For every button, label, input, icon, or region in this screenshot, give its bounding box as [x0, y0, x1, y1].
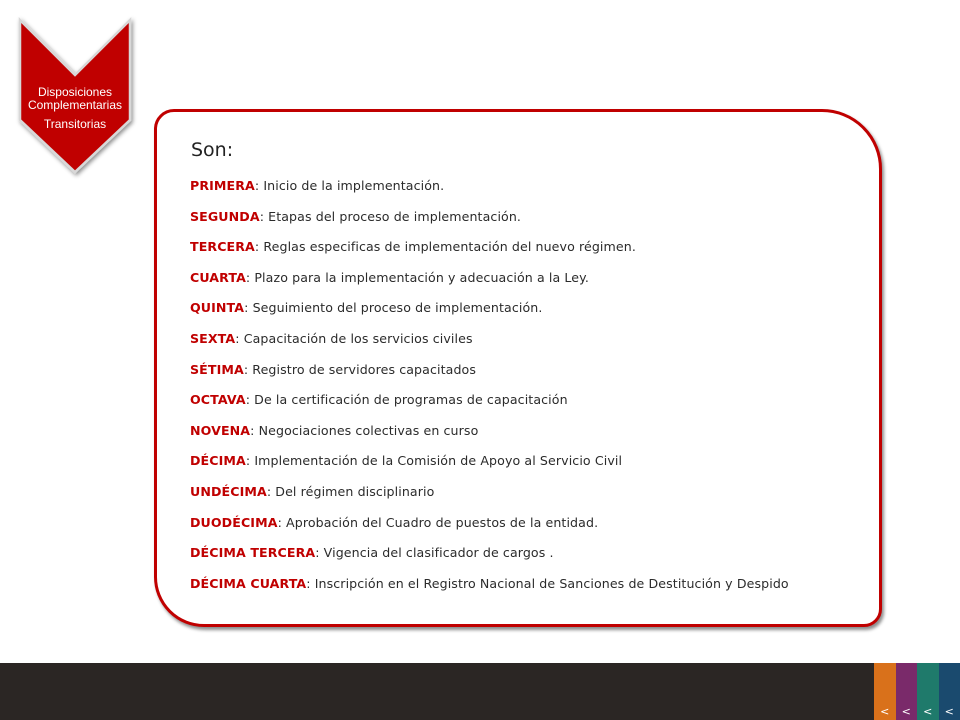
back-arrow-icon: <	[923, 705, 933, 718]
item-key: OCTAVA	[190, 392, 246, 408]
badge-line-1: Disposiciones Complementarias	[27, 85, 123, 112]
item-key: DÉCIMA CUARTA	[190, 575, 307, 591]
list-item	[190, 239, 789, 270]
list-item	[190, 209, 789, 240]
section-badge	[0, 0, 180, 190]
list-item	[190, 270, 789, 301]
list-item	[190, 178, 789, 209]
item-text: : Seguimiento del proceso de implementación.	[244, 300, 543, 316]
list-item	[190, 423, 789, 454]
nav-block-orange[interactable]	[874, 663, 896, 720]
item-text: : Capacitación de los servicios civiles	[235, 330, 473, 346]
footer-bar	[0, 663, 960, 720]
item-key: TERCERA	[190, 239, 255, 255]
list-item	[190, 331, 789, 362]
item-text: : De la certificación de programas de capacitación	[245, 392, 568, 408]
badge-label	[18, 86, 132, 131]
back-arrow-icon: <	[901, 705, 911, 718]
item-key: UNDÉCIMA	[190, 483, 267, 499]
back-arrow-icon: <	[880, 705, 890, 718]
nav-block-purple[interactable]	[896, 663, 918, 720]
item-text: : Inscripción en el Registro Nacional de Sanciones de Destitución y Despido	[306, 575, 789, 591]
list-item	[190, 545, 789, 576]
item-text: : Aprobación del Cuadro de puestos de la entidad.	[277, 514, 599, 530]
item-key: DUODÉCIMA	[190, 514, 278, 530]
item-key: SEXTA	[190, 330, 236, 346]
back-arrow-icon: <	[944, 705, 954, 718]
list-item	[190, 515, 789, 546]
item-text: : Reglas especificas de implementación del nuevo régimen.	[254, 239, 636, 255]
item-key: SÉTIMA	[190, 361, 244, 377]
item-key: DÉCIMA	[190, 453, 246, 469]
item-text: : Vigencia del clasificador de cargos .	[315, 545, 554, 561]
card-title: Son:	[191, 139, 234, 161]
list-item	[190, 392, 789, 423]
item-key: CUARTA	[190, 269, 246, 285]
item-text: : Etapas del proceso de implementación.	[259, 208, 522, 224]
item-key: NOVENA	[190, 422, 251, 438]
item-text: : Registro de servidores capacitados	[243, 361, 477, 377]
item-text: : Implementación de la Comisión de Apoyo al Servicio Civil	[245, 453, 623, 469]
nav-block-blue[interactable]	[939, 663, 960, 720]
item-key: PRIMERA	[190, 178, 255, 193]
provisions-list	[190, 178, 789, 606]
item-text: : Del régimen disciplinario	[266, 483, 435, 499]
badge-line-2: Transitorias	[43, 117, 107, 131]
list-item	[190, 453, 789, 484]
item-text: : Plazo para la implementación y adecuación a la Ley.	[245, 269, 589, 285]
item-text: : Inicio de la implementación.	[254, 178, 445, 193]
item-key: SEGUNDA	[190, 208, 260, 224]
list-item	[190, 362, 789, 393]
list-item	[190, 576, 789, 607]
footer-nav-blocks	[874, 663, 960, 720]
content-card	[154, 109, 882, 627]
list-item	[190, 484, 789, 515]
list-item	[190, 300, 789, 331]
nav-block-teal[interactable]	[917, 663, 939, 720]
item-key: DÉCIMA TERCERA	[190, 545, 316, 561]
item-key: QUINTA	[190, 300, 245, 316]
item-text: : Negociaciones colectivas en curso	[250, 422, 479, 438]
